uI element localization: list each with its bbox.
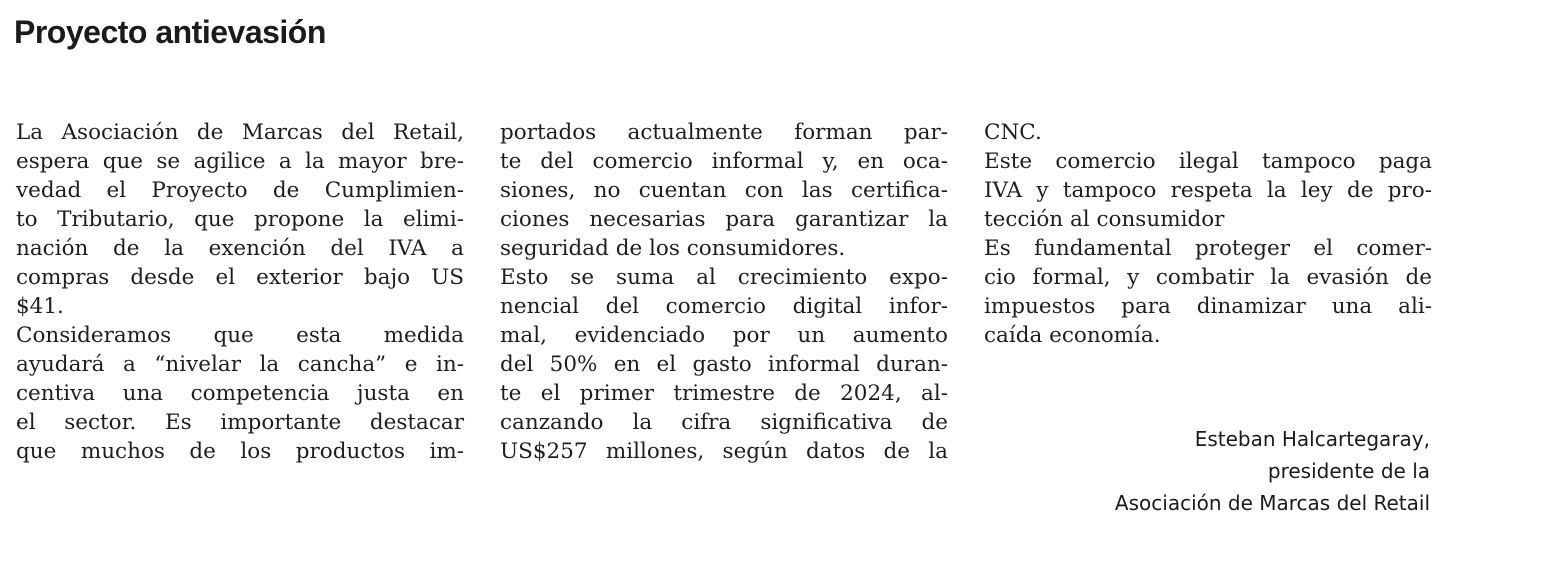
article-line: Consideramos que esta medida: [16, 323, 464, 348]
signature-role: presidente de la: [1267, 459, 1430, 483]
article-line: nencial del comercio digital infor-: [500, 294, 948, 319]
article-line: IVA y tampoco respeta la ley de pro-: [984, 178, 1432, 203]
article-headline: Proyecto antievasión: [14, 14, 326, 50]
article-line: portados actualmente forman par-: [500, 120, 948, 145]
article-column-3: [984, 118, 1432, 350]
article-line: $41.: [16, 294, 64, 319]
signature-block: [1115, 423, 1430, 519]
article-line: La Asociación de Marcas del Retail,: [16, 120, 464, 145]
article-line: impuestos para dinamizar una ali-: [984, 294, 1432, 319]
article-line: vedad el Proyecto de Cumplimien-: [16, 178, 464, 203]
article-line: Esto se suma al crecimiento expo-: [500, 265, 948, 290]
article-line: te del comercio informal y, en oca-: [500, 149, 948, 174]
article-line: tección al consumidor: [984, 207, 1225, 232]
article-line: compras desde el exterior bajo US: [16, 265, 464, 290]
article-line: que muchos de los productos im-: [16, 439, 464, 464]
article-line: to Tributario, que propone la elimi-: [16, 207, 464, 232]
article-line: seguridad de los consumidores.: [500, 236, 846, 261]
article-line: ciones necesarias para garantizar la: [500, 207, 948, 232]
article-line: cio formal, y combatir la evasión de: [984, 265, 1432, 290]
article-column-1: [16, 118, 464, 466]
article-line: mal, evidenciado por un aumento: [500, 323, 948, 348]
article-line: Es fundamental proteger el comer-: [984, 236, 1432, 261]
article-line: Este comercio ilegal tampoco paga: [984, 149, 1432, 174]
article-line: siones, no cuentan con las certifica-: [500, 178, 948, 203]
article-line: espera que se agilice a la mayor bre-: [16, 149, 464, 174]
article-line: te el primer trimestre de 2024, al-: [500, 381, 948, 406]
article-line: nación de la exención del IVA a: [16, 236, 464, 261]
article-line: CNC.: [984, 120, 1042, 145]
article-column-2: [500, 118, 948, 466]
signature-name: Esteban Halcartegaray,: [1194, 427, 1430, 451]
article-line: caída economía.: [984, 323, 1161, 348]
article-line: canzando la cifra significativa de: [500, 410, 948, 435]
article-line: centiva una competencia justa en: [16, 381, 464, 406]
article-line: US$257 millones, según datos de la: [500, 439, 948, 464]
signature-organization: Asociación de Marcas del Retail: [1114, 491, 1430, 515]
article-line: ayudará a “nivelar la cancha” e in-: [16, 352, 464, 377]
article-line: el sector. Es importante destacar: [16, 410, 464, 435]
article-line: del 50% en el gasto informal duran-: [500, 352, 948, 377]
